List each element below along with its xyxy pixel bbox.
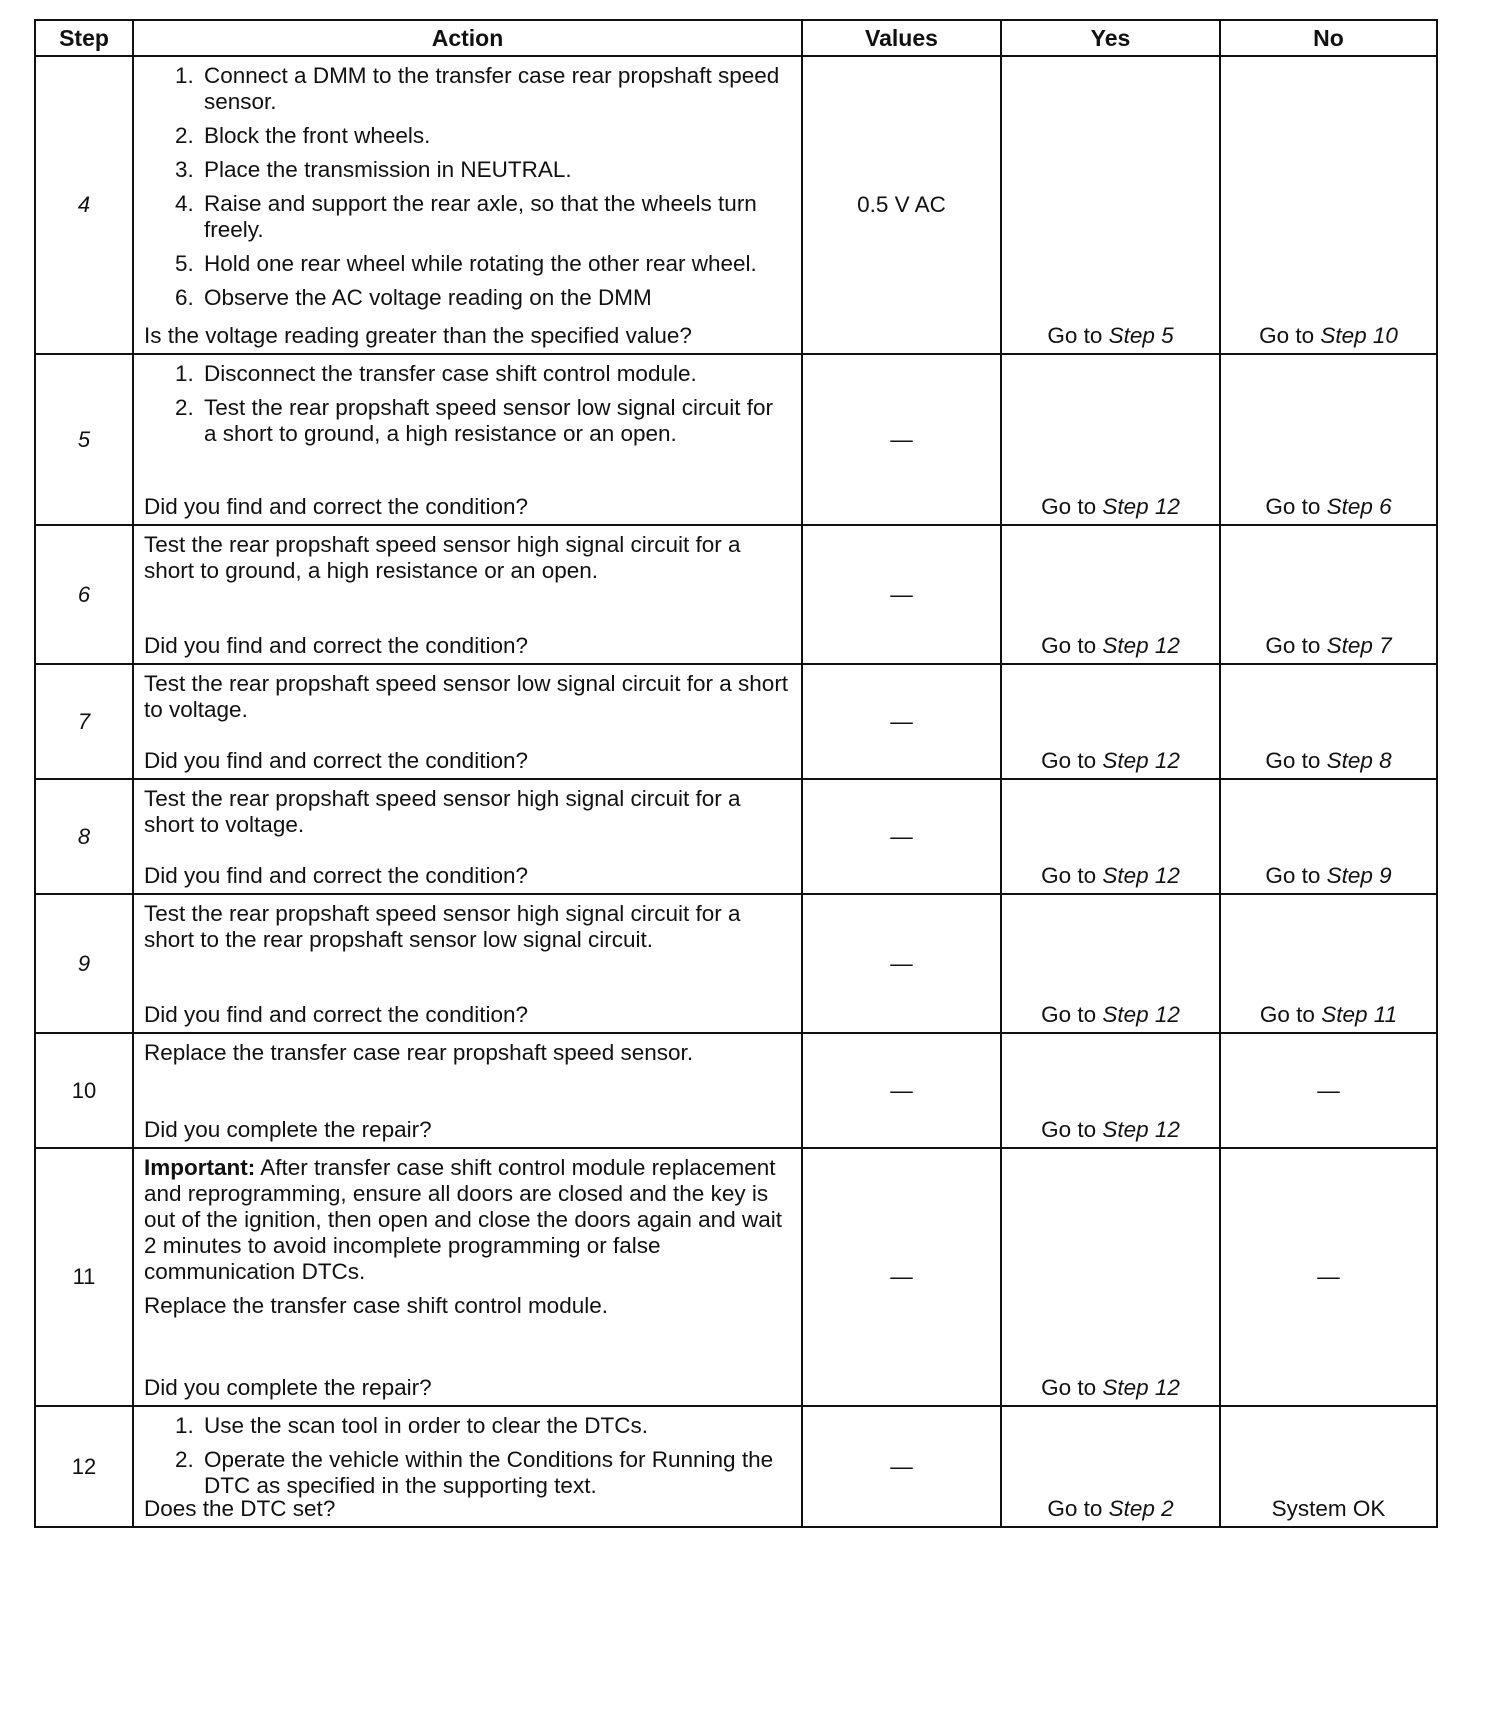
yes-cell [1001,894,1220,1033]
step-number: 5 [35,354,133,525]
goto-label: Go to [1041,1375,1103,1400]
goto-label: Go to [1047,323,1109,348]
action-question: Did you find and correct the condition? [144,863,528,888]
goto-label: Go to [1041,1002,1103,1027]
no-cell [1220,779,1437,894]
goto-label: Go to [1265,633,1327,658]
action-text: Replace the transfer case shift control module. [144,1293,608,1318]
action-list [144,63,791,311]
action-cell [133,1148,802,1406]
action-text: Test the rear propshaft speed sensor high signal circuit for a short to voltage. [144,786,741,837]
yes-cell [1001,1033,1220,1148]
action-question: Is the voltage reading greater than the specified value? [144,323,692,348]
action-item: 1. Disconnect the transfer case shift control module. [200,361,791,387]
yes-step-link: Step 5 [1108,323,1174,348]
header-action: Action [133,20,802,56]
yes-step-link: Step 12 [1102,748,1180,773]
table-row-step-6 [35,525,1437,664]
goto-label: Go to [1041,494,1103,519]
value-cell: — [802,1406,1001,1527]
no-step-link: Step 10 [1320,323,1398,348]
action-item: 3. Place the transmission in NEUTRAL. [200,157,791,183]
table-row-step-5 [35,354,1437,525]
no-cell: — [1220,1033,1437,1148]
step-number: 10 [35,1033,133,1148]
goto-label: Go to [1041,1117,1103,1142]
no-cell [1220,525,1437,664]
header-row [35,20,1437,56]
action-question: Did you find and correct the condition? [144,494,528,519]
yes-cell [1001,1148,1220,1406]
no-cell: — [1220,1148,1437,1406]
action-cell [133,1406,802,1527]
value-cell: — [802,664,1001,779]
no-step-link: Step 6 [1326,494,1392,519]
action-cell [133,56,802,354]
goto-label: Go to [1047,1496,1109,1521]
action-question: Did you complete the repair? [144,1117,432,1142]
step-number: 7 [35,664,133,779]
important-note [144,1155,791,1285]
table-row-step-8 [35,779,1437,894]
no-cell [1220,354,1437,525]
step-number: 4 [35,56,133,354]
goto-label: Go to [1259,323,1321,348]
no-step-link: Step 8 [1326,748,1392,773]
table-row-step-7 [35,664,1437,779]
action-list [144,1413,791,1499]
action-cell [133,525,802,664]
value-cell: — [802,525,1001,664]
table-row-step-4 [35,56,1437,354]
yes-step-link: Step 12 [1102,1002,1180,1027]
action-text: Replace the transfer case rear propshaft speed sensor. [144,1040,694,1065]
step-number: 6 [35,525,133,664]
yes-cell [1001,664,1220,779]
value-cell: — [802,1148,1001,1406]
header-yes: Yes [1001,20,1220,56]
value-cell: — [802,894,1001,1033]
table-row-step-12 [35,1406,1437,1527]
action-question: Did you find and correct the condition? [144,1002,528,1027]
action-question: Did you find and correct the condition? [144,748,528,773]
action-item: 2. Block the front wheels. [200,123,791,149]
action-text: Test the rear propshaft speed sensor high signal circuit for a short to ground, a high resistance or an open. [144,532,741,583]
value-cell: 0.5 V AC [802,56,1001,354]
yes-cell [1001,525,1220,664]
no-cell: System OK [1220,1406,1437,1527]
yes-cell [1001,354,1220,525]
important-text: After transfer case shift control module replacement and reprogramming, ensure all doors are closed and the key is out of the ignition, then open and close the doors again and wait 2 minutes to avoid incomplete programming or false communication DTCs. [144,1155,782,1284]
table-row-step-10 [35,1033,1437,1148]
action-item: 5. Hold one rear wheel while rotating the other rear wheel. [200,251,791,277]
action-item: 1. Connect a DMM to the transfer case rear propshaft speed sensor. [200,63,791,115]
goto-label: Go to [1041,748,1103,773]
action-question: Did you find and correct the condition? [144,633,528,658]
action-cell [133,894,802,1033]
step-number: 12 [35,1406,133,1527]
action-question: Did you complete the repair? [144,1375,432,1400]
action-item: 2. Operate the vehicle within the Conditions for Running the DTC as specified in the supporting text. [200,1447,791,1499]
header-no: No [1220,20,1437,56]
action-text: Test the rear propshaft speed sensor low signal circuit for a short to voltage. [144,671,789,722]
header-values: Values [802,20,1001,56]
yes-cell [1001,56,1220,354]
goto-label: Go to [1041,863,1103,888]
action-cell [133,779,802,894]
step-number: 8 [35,779,133,894]
goto-label: Go to [1265,863,1327,888]
yes-cell [1001,1406,1220,1527]
header-step: Step [35,20,133,56]
yes-cell [1001,779,1220,894]
yes-step-link: Step 12 [1102,863,1180,888]
no-cell [1220,56,1437,354]
no-cell [1220,894,1437,1033]
no-step-link: Step 7 [1326,633,1392,658]
no-step-link: Step 9 [1326,863,1392,888]
action-cell [133,1033,802,1148]
goto-label: Go to [1265,494,1327,519]
action-question: Does the DTC set? [144,1496,336,1521]
table-row-step-11 [35,1148,1437,1406]
value-cell: — [802,779,1001,894]
action-item: 2. Test the rear propshaft speed sensor low signal circuit for a short to ground, a high resistance or an open. [200,395,791,447]
step-number: 9 [35,894,133,1033]
diagnostic-table [34,19,1438,1528]
action-text: Test the rear propshaft speed sensor high signal circuit for a short to the rear propshaft sensor low signal circuit. [144,901,741,952]
action-item: 6. Observe the AC voltage reading on the DMM [200,285,791,311]
yes-step-link: Step 12 [1102,1375,1180,1400]
action-list [144,361,791,447]
yes-step-link: Step 12 [1102,494,1180,519]
no-step-link: Step 11 [1321,1002,1398,1027]
no-cell [1220,664,1437,779]
important-label: Important: [144,1155,256,1180]
yes-step-link: Step 2 [1108,1496,1174,1521]
action-cell [133,354,802,525]
goto-label: Go to [1265,748,1327,773]
value-cell: — [802,354,1001,525]
action-item: 4. Raise and support the rear axle, so that the wheels turn freely. [200,191,791,243]
value-cell: — [802,1033,1001,1148]
action-cell [133,664,802,779]
goto-label: Go to [1259,1002,1322,1027]
yes-step-link: Step 12 [1102,1117,1180,1142]
step-number: 11 [35,1148,133,1406]
action-item: 1. Use the scan tool in order to clear the DTCs. [200,1413,791,1439]
yes-step-link: Step 12 [1102,633,1180,658]
goto-label: Go to [1041,633,1103,658]
table-row-step-9 [35,894,1437,1033]
